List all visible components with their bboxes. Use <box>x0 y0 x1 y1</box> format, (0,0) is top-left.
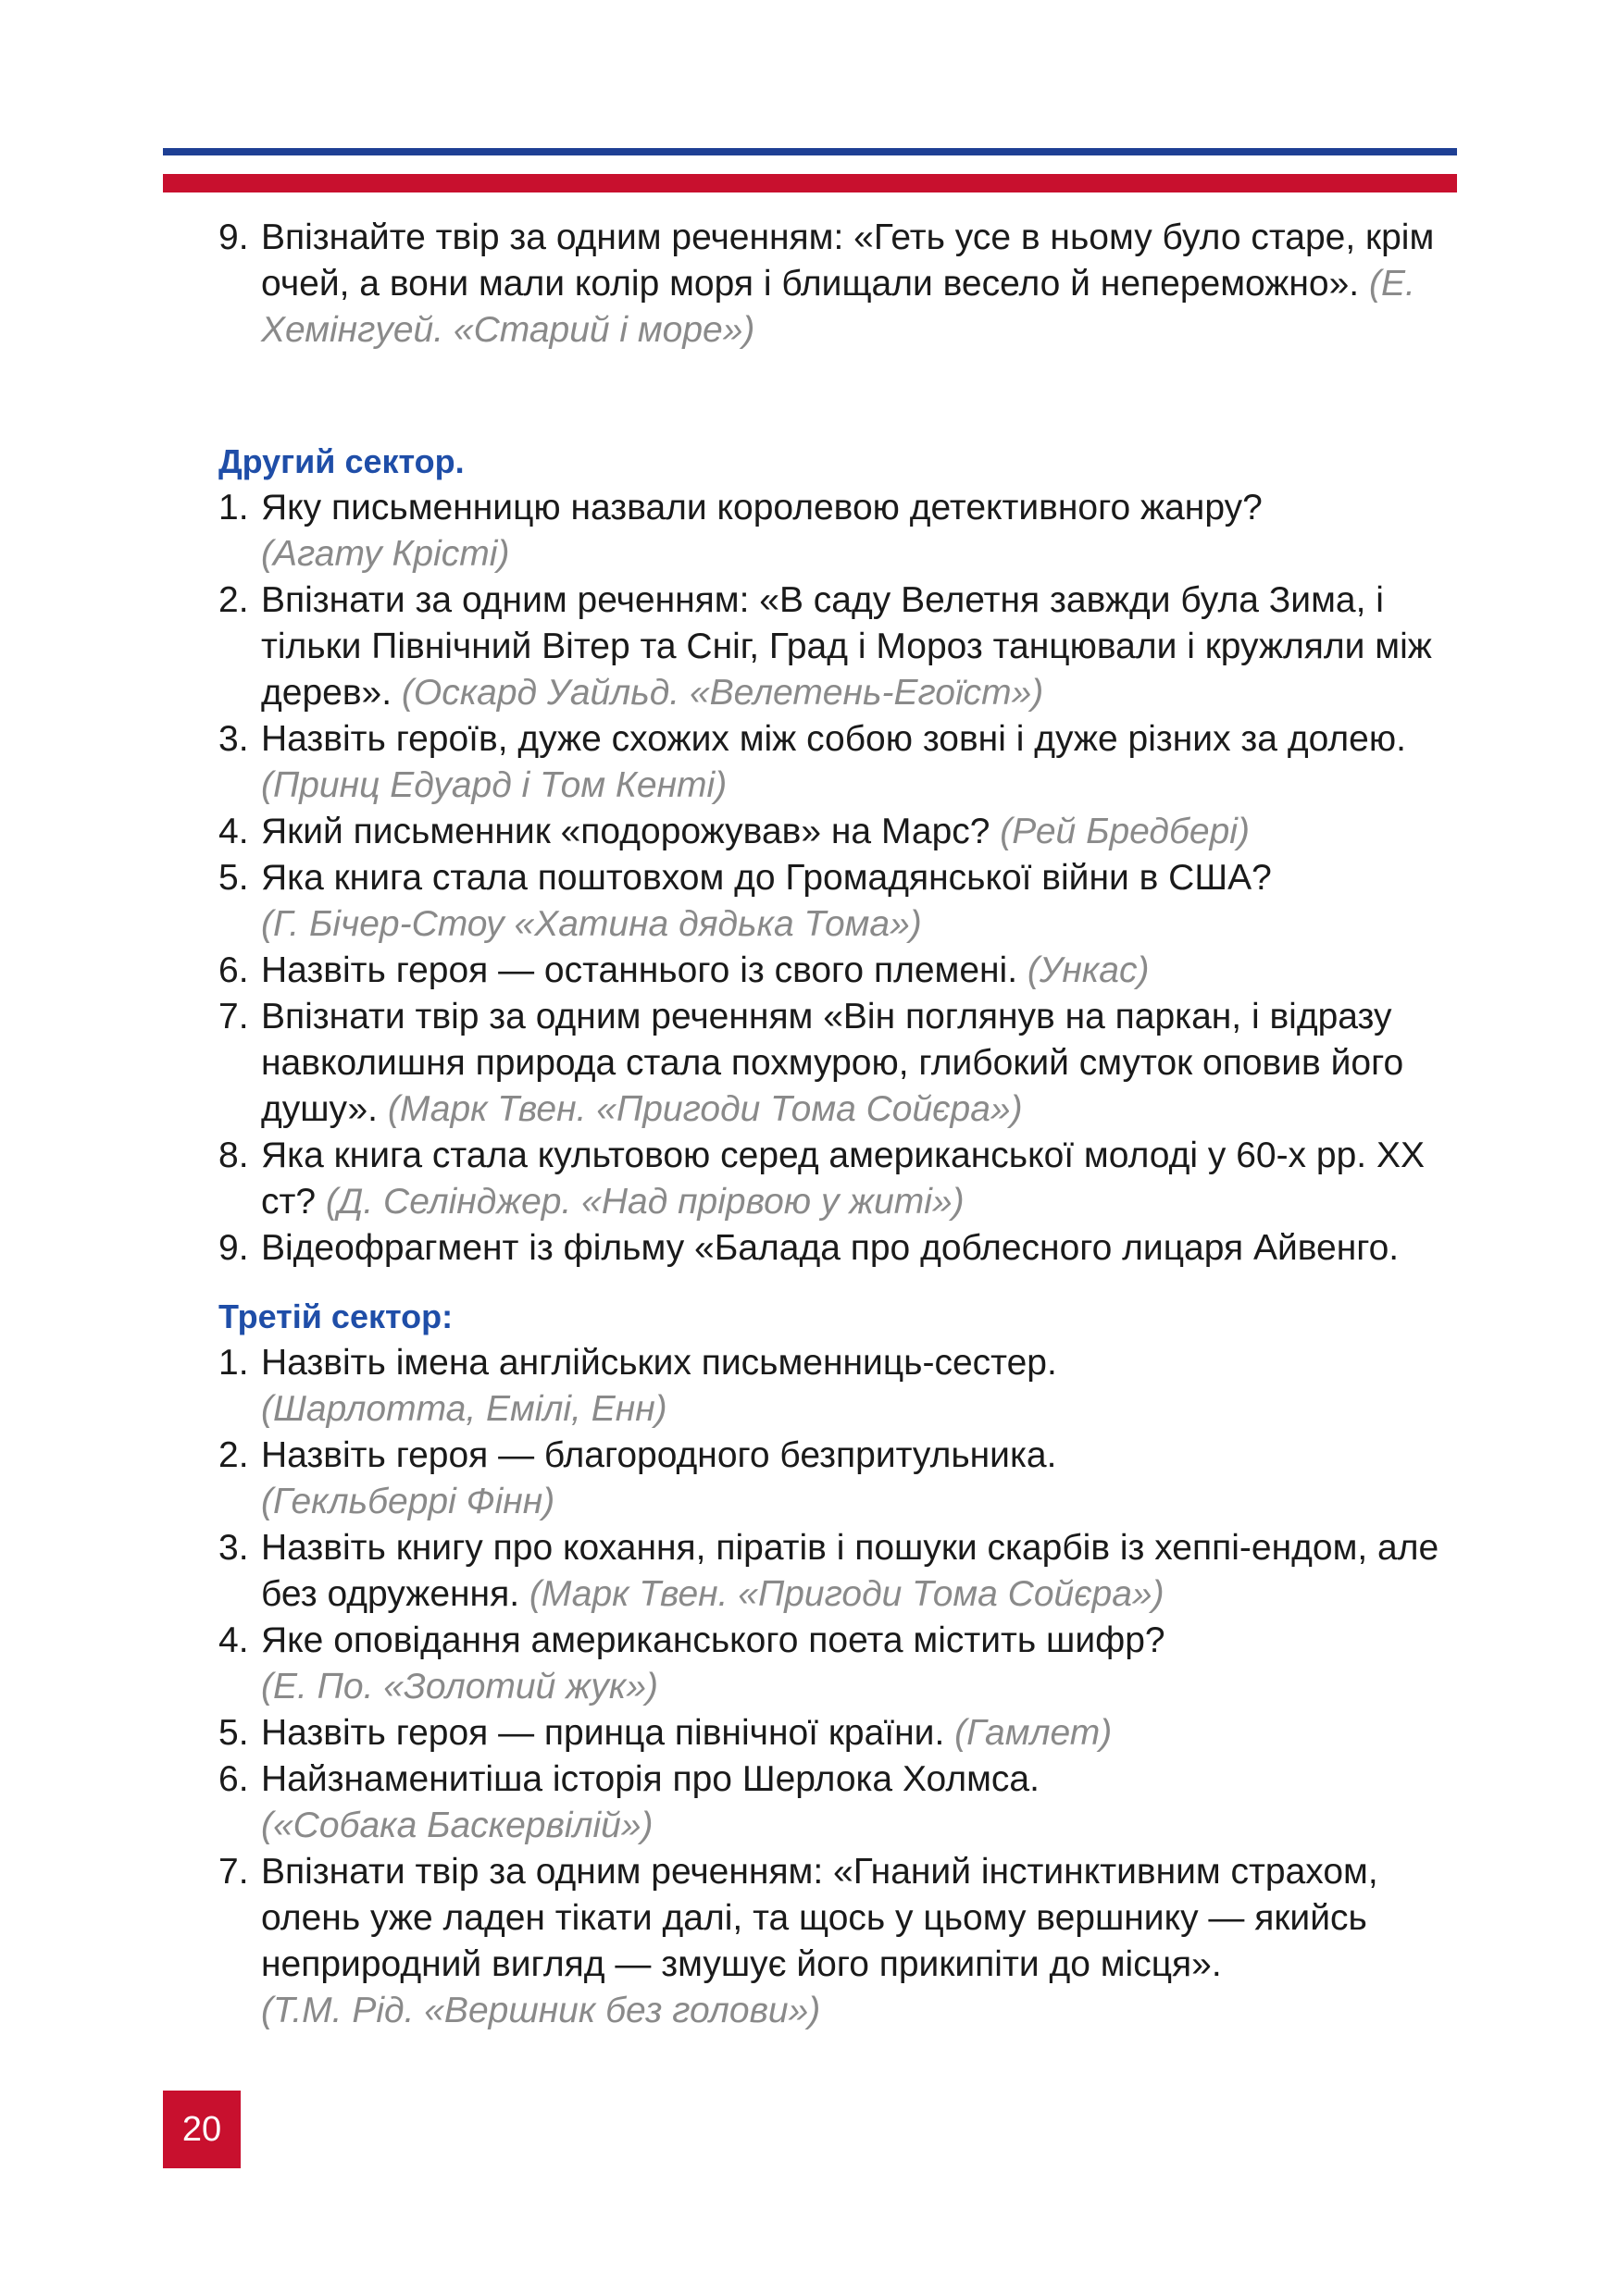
question-answer: (Е. Хемінгуей. «Старий і море») <box>261 264 1415 350</box>
question-answer: (Марк Твен. «Пригоди Тома Сойєра») <box>529 1574 1164 1614</box>
question-number: 3. <box>218 719 249 759</box>
question-text: Який письменник «подорожував» на Марс? <box>261 812 990 851</box>
question-text: Назвіть героя — принца північної країни. <box>261 1713 945 1753</box>
question-answer: (Т.М. Рід. «Вершник без голови») <box>261 1991 821 2030</box>
question-item <box>218 1133 1468 1225</box>
question-text: Назвіть героїв, дуже схожих між собою зовні і дуже різних за долею. <box>261 719 1406 759</box>
question-answer: (Д. Селінджер. «Над прірвою у житі») <box>325 1182 965 1222</box>
question-number: 5. <box>218 858 249 898</box>
question-item <box>218 1525 1468 1618</box>
question-text: Назвіть імена англійських письменниць-сестер. <box>261 1343 1057 1383</box>
question-number: 2. <box>218 580 249 620</box>
question-number: 4. <box>218 1620 249 1660</box>
question-item <box>218 1849 1468 2034</box>
question-text: Впізнати за одним реченням: «В саду Велетня завжди була Зима, і тільки Північний Вітер та Сніг, Град і Мороз танцювали і кружляли між дерев». <box>261 580 1432 713</box>
question-number: 9. <box>218 1228 249 1268</box>
question-item <box>218 716 1468 809</box>
question-number: 6. <box>218 950 249 990</box>
question-text: Яке оповідання американського поета містить шифр? <box>261 1620 1165 1660</box>
question-number: 4. <box>218 812 249 851</box>
question-number: 8. <box>218 1136 249 1175</box>
question-item <box>218 948 1468 994</box>
intro-question-list <box>218 215 1468 354</box>
question-number: 1. <box>218 488 249 527</box>
question-item <box>218 215 1468 354</box>
question-item <box>218 577 1468 716</box>
question-answer: (Гамлет) <box>954 1713 1113 1753</box>
question-item <box>218 1225 1468 1272</box>
question-number: 6. <box>218 1759 249 1799</box>
question-answer: (Рей Бредбері) <box>1000 812 1250 851</box>
question-text: Найзнаменитіша історія про Шерлока Холмса. <box>261 1759 1040 1799</box>
question-number: 1. <box>218 1343 249 1383</box>
sector-3-question-list <box>218 1340 1468 2034</box>
question-text: Яка книга стала поштовхом до Громадянської війни в США? <box>261 858 1272 898</box>
question-item <box>218 855 1468 948</box>
question-number: 7. <box>218 997 249 1036</box>
question-text: Назвіть книгу про кохання, піратів і пошуки скарбів із хеппі-ендом, але без одруження. <box>261 1528 1439 1614</box>
header-stripe-red <box>163 174 1457 192</box>
question-text: Назвіть героя — благородного безпритульника. <box>261 1435 1057 1475</box>
question-item <box>218 1340 1468 1433</box>
question-text: Яка книга стала культовою серед американської молоді у 60-х рр. XX ст? <box>261 1136 1425 1222</box>
question-answer: (Гекльберрі Фінн) <box>261 1482 555 1521</box>
question-answer: (Принц Едуард і Том Кенті) <box>261 765 728 805</box>
question-answer: (Шарлотта, Емілі, Енн) <box>261 1389 667 1429</box>
question-number: 5. <box>218 1713 249 1753</box>
question-answer: («Собака Баскервілій») <box>261 1806 654 1845</box>
sector-2-question-list <box>218 485 1468 1272</box>
sector-2-title: Другий сектор. <box>218 442 465 480</box>
question-answer: (Е. По. «Золотий жук») <box>261 1667 658 1706</box>
question-answer: (Ункас) <box>1027 950 1150 990</box>
page-content <box>218 215 1468 2034</box>
question-answer: (Г. Бічер-Стоу «Хатина дядька Тома») <box>261 904 922 944</box>
question-item <box>218 994 1468 1133</box>
page-number: 20 <box>163 2091 241 2168</box>
question-answer: (Оскард Уайльд. «Велетень-Егоїст») <box>401 673 1044 713</box>
question-number: 3. <box>218 1528 249 1568</box>
question-item <box>218 1756 1468 1849</box>
question-answer: (Марк Твен. «Пригоди Тома Сойєра») <box>387 1089 1023 1129</box>
question-text: Впізнайте твір за одним реченням: «Геть усе в ньому було старе, крім очей, а вони мали колір моря і блищали весело й непереможно». <box>261 217 1435 304</box>
question-text: Впізнати твір за одним реченням «Він поглянув на паркан, і відразу навколишня природа стала похмурою, глибокий смуток оповив його душу». <box>261 997 1404 1129</box>
question-number: 9. <box>218 217 249 257</box>
question-answer: (Агату Крісті) <box>261 534 510 574</box>
question-item <box>218 809 1468 855</box>
question-text: Яку письменницю назвали королевою детективного жанру? <box>261 488 1263 527</box>
question-number: 7. <box>218 1852 249 1892</box>
question-number: 2. <box>218 1435 249 1475</box>
question-text: Відеофрагмент із фільму «Балада про доблесного лицаря Айвенго. <box>261 1228 1400 1268</box>
header-stripe-blue <box>163 148 1457 155</box>
question-item <box>218 1433 1468 1525</box>
question-item <box>218 1710 1468 1756</box>
sector-3-title: Третій сектор: <box>218 1297 454 1335</box>
question-text: Назвіть героя — останнього із свого племені. <box>261 950 1018 990</box>
question-item <box>218 485 1468 577</box>
question-item <box>218 1618 1468 1710</box>
question-text: Впізнати твір за одним реченням: «Гнаний інстинктивним страхом, олень уже ладен тікати далі, та щось у цьому вершнику — якийсь неприродний вигляд — змушує його прикипіти до місця». <box>261 1852 1378 1984</box>
